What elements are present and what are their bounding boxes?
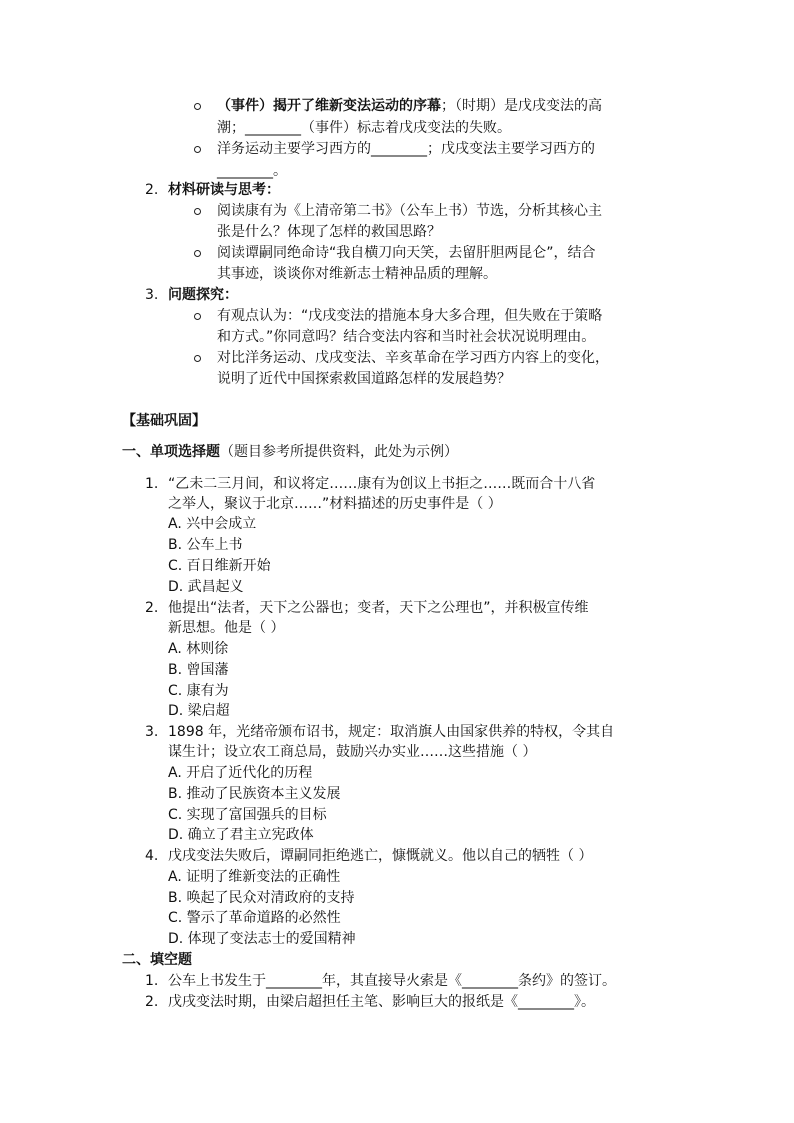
choice-section-heading — [122, 442, 458, 462]
bullet-text-line2: 说明了近代中国探索救国道路怎样的发展趋势？ — [217, 371, 511, 387]
option-d[interactable]: D. 体现了变法志士的爱国精神 — [168, 931, 356, 947]
bullet-text-rest: ；（时期）是戊戌变法的高 — [441, 98, 602, 114]
question-number: 4. — [145, 848, 159, 864]
question-number: 2. — [145, 600, 159, 616]
bullet-icon — [194, 250, 201, 257]
consolidation-heading: 【基础巩固】 — [122, 413, 206, 429]
bullet-icon — [194, 313, 201, 320]
option-c[interactable]: C. 警示了革命道路的必然性 — [168, 910, 341, 926]
bullet-text-line2: 其事迹，谈谈你对维新志士精神品质的理解。 — [217, 266, 497, 282]
question-text-line2: 之举人，聚议于北京……”材料描述的历史事件是（ ） — [168, 496, 502, 512]
option-b[interactable]: B. 曾国藩 — [168, 662, 229, 678]
option-a[interactable]: A. 证明了维新变法的正确性 — [168, 869, 341, 885]
fill-section-title: 二、填空题 — [122, 952, 192, 968]
question-text: 1898 年，光绪帝颁布诏书，规定：取消旗人由国家供养的特权，令其自 — [168, 724, 615, 740]
option-d[interactable]: D. 武昌起义 — [168, 579, 244, 595]
option-b[interactable]: B. 唤起了民众对清政府的支持 — [168, 890, 355, 906]
option-d[interactable]: D. 确立了君主立宪政体 — [168, 827, 314, 843]
question-text: 他提出“法者，天下之公器也；变者，天下之公理也”，并积极宣传维 — [168, 600, 589, 616]
fill-text: 戊戌变法时期，由梁启超担任主笔、影响巨大的报纸是《________》。 — [168, 994, 595, 1010]
bullet-text-line2: 和方式。”你同意吗？结合变法内容和当时社会状况说明理由。 — [217, 329, 596, 345]
section-title: 材料研读与思考： — [168, 182, 280, 198]
question-number: 3. — [145, 724, 159, 740]
option-d[interactable]: D. 梁启超 — [168, 703, 230, 719]
option-a[interactable]: A. 兴中会成立 — [168, 516, 257, 532]
choice-section-title: 一、单项选择题 — [122, 444, 220, 460]
option-a[interactable]: A. 开启了近代化的历程 — [168, 765, 313, 781]
question-text: “乙未二三月间，和议将定……康有为创议上书拒之……既而合十八省 — [168, 476, 596, 492]
fill-text: 公车上书发生于________年，其直接导火索是《________条约》的签订。 — [168, 973, 616, 989]
bullet-icon — [194, 355, 201, 362]
bullet-text: 阅读谭嗣同绝命诗“我自横刀向天笑，去留肝胆两昆仑”，结合 — [217, 245, 596, 261]
question-number: 1. — [145, 476, 159, 492]
bullet-text: 洋务运动主要学习西方的________；戊戌变法主要学习西方的 — [217, 141, 595, 157]
option-c[interactable]: C. 百日维新开始 — [168, 558, 271, 574]
option-b[interactable]: B. 公车上书 — [168, 537, 243, 553]
bullet-text-line2: 潮；________（事件）标志着戊戌变法的失败。 — [217, 120, 511, 136]
section-title: 问题探究： — [168, 287, 238, 303]
bold-phrase: （事件）揭开了维新变法运动的序幕 — [217, 98, 441, 114]
bullet-icon — [194, 208, 201, 215]
option-c[interactable]: C. 康有为 — [168, 683, 229, 699]
bullet-text-line2: 张是什么？体现了怎样的救国思路？ — [217, 224, 441, 240]
question-text: 戊戌变法失败后，谭嗣同拒绝逃亡，慷慨就义。他以自己的牺牲（ ） — [168, 848, 593, 864]
fill-number: 2. — [145, 994, 159, 1010]
bullet-text: 阅读康有为《上清帝第二书》（公车上书）节选，分析其核心主 — [217, 203, 602, 219]
option-c[interactable]: C. 实现了富国强兵的目标 — [168, 807, 327, 823]
option-b[interactable]: B. 推动了民族资本主义发展 — [168, 786, 341, 802]
section-number: 2. — [145, 182, 159, 198]
question-text-line2: 新思想。他是（ ） — [168, 620, 285, 636]
option-a[interactable]: A. 林则徐 — [168, 641, 229, 657]
section-number: 3. — [145, 287, 159, 303]
bullet-icon — [194, 146, 201, 153]
bullet-text: 对比洋务运动、戊戌变法、辛亥革命在学习西方内容上的变化， — [217, 350, 609, 366]
bullet-icon — [194, 103, 201, 110]
fill-number: 1. — [145, 973, 159, 989]
question-text-line2: 谋生计；设立农工商总局，鼓励兴办实业……这些措施（ ） — [168, 744, 537, 760]
bullet-text: 有观点认为：“戊戌变法的措施本身大多合理，但失败在于策略 — [217, 308, 603, 324]
bullet-text — [217, 96, 602, 116]
choice-section-note: （题目参考所提供资料，此处为示例） — [220, 444, 458, 460]
bullet-text-line2: ________。 — [217, 163, 287, 179]
